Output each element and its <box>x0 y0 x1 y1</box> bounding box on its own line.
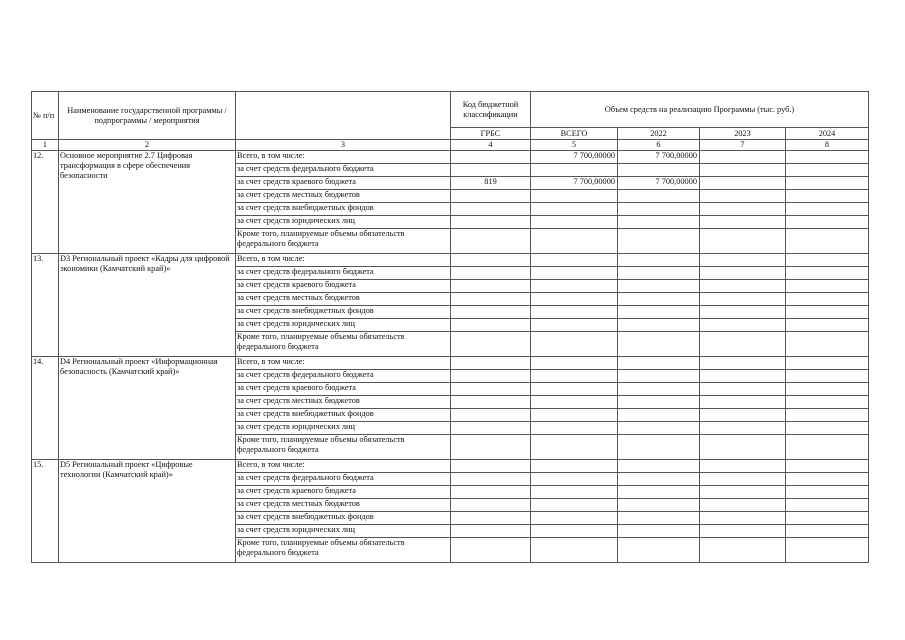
header-total: ВСЕГО <box>531 128 618 140</box>
year-2024-cell <box>786 460 869 473</box>
item-name: D5 Региональный проект «Цифровые технологии (Камчатский край)» <box>59 460 236 563</box>
total-cell <box>531 512 618 525</box>
grbs-cell <box>451 267 531 280</box>
year-2024-cell <box>786 267 869 280</box>
year-2024-cell <box>786 216 869 229</box>
year-2023-cell <box>700 422 786 435</box>
year-2024-cell <box>786 486 869 499</box>
year-2022-cell <box>618 293 700 306</box>
funding-source: Кроме того, планируемые объемы обязательств федерального бюджета <box>236 229 451 254</box>
header-code: Код бюджетной классификации <box>451 92 531 128</box>
year-2024-cell <box>786 280 869 293</box>
total-cell <box>531 203 618 216</box>
table-row <box>32 254 869 267</box>
year-2022-cell <box>618 332 700 357</box>
total-cell <box>531 383 618 396</box>
total-cell <box>531 280 618 293</box>
column-number: 3 <box>236 140 451 151</box>
year-2023-cell <box>700 396 786 409</box>
total-cell <box>531 190 618 203</box>
year-2022-cell <box>618 357 700 370</box>
grbs-cell <box>451 203 531 216</box>
year-2022-cell: 7 700,00000 <box>618 177 700 190</box>
grbs-cell <box>451 525 531 538</box>
year-2022-cell <box>618 499 700 512</box>
total-cell <box>531 293 618 306</box>
funding-source: Всего, в том числе: <box>236 357 451 370</box>
total-cell <box>531 267 618 280</box>
total-cell <box>531 229 618 254</box>
year-2023-cell <box>700 280 786 293</box>
year-2024-cell <box>786 306 869 319</box>
table-row <box>32 357 869 370</box>
table-row <box>32 460 869 473</box>
year-2024-cell <box>786 190 869 203</box>
column-number: 8 <box>786 140 869 151</box>
header-funds: Объем средств на реализацию Программы (тыс. руб.) <box>531 92 869 128</box>
year-2024-cell <box>786 422 869 435</box>
funding-source: Всего, в том числе: <box>236 254 451 267</box>
year-2022-cell <box>618 396 700 409</box>
funding-source: за счет средств федерального бюджета <box>236 370 451 383</box>
funding-source: за счет средств краевого бюджета <box>236 383 451 396</box>
table-row <box>32 151 869 164</box>
item-number: 14. <box>32 357 59 460</box>
year-2023-cell <box>700 164 786 177</box>
item-number: 12. <box>32 151 59 254</box>
total-cell <box>531 409 618 422</box>
year-2022-cell <box>618 254 700 267</box>
grbs-cell <box>451 396 531 409</box>
total-cell <box>531 435 618 460</box>
grbs-cell <box>451 151 531 164</box>
item-name: Основное мероприятие 2.7 Цифровая трансформация в сфере обеспечения безопасности <box>59 151 236 254</box>
year-2023-cell <box>700 435 786 460</box>
item-name: D4 Региональный проект «Информационная безопасность (Камчатский край)» <box>59 357 236 460</box>
funding-source: за счет средств юридических лиц <box>236 422 451 435</box>
funding-source: Кроме того, планируемые объемы обязательств федерального бюджета <box>236 332 451 357</box>
year-2023-cell <box>700 319 786 332</box>
year-2022-cell <box>618 216 700 229</box>
total-cell <box>531 538 618 563</box>
header-2023: 2023 <box>700 128 786 140</box>
funding-source: Всего, в том числе: <box>236 460 451 473</box>
total-cell: 7 700,00000 <box>531 151 618 164</box>
year-2023-cell <box>700 332 786 357</box>
funding-source: за счет средств местных бюджетов <box>236 396 451 409</box>
total-cell <box>531 254 618 267</box>
funding-source: за счет средств местных бюджетов <box>236 293 451 306</box>
year-2024-cell <box>786 370 869 383</box>
funding-source: за счет средств федерального бюджета <box>236 164 451 177</box>
year-2022-cell <box>618 409 700 422</box>
total-cell <box>531 306 618 319</box>
total-cell <box>531 319 618 332</box>
funding-source: за счет средств внебюджетных фондов <box>236 306 451 319</box>
grbs-cell <box>451 512 531 525</box>
year-2022-cell <box>618 435 700 460</box>
total-cell <box>531 473 618 486</box>
column-number: 4 <box>451 140 531 151</box>
total-cell <box>531 525 618 538</box>
year-2022-cell <box>618 383 700 396</box>
grbs-cell <box>451 435 531 460</box>
year-2024-cell <box>786 357 869 370</box>
total-cell <box>531 486 618 499</box>
total-cell <box>531 357 618 370</box>
funding-source: за счет средств местных бюджетов <box>236 190 451 203</box>
grbs-cell <box>451 306 531 319</box>
grbs-cell <box>451 499 531 512</box>
grbs-cell <box>451 190 531 203</box>
year-2024-cell <box>786 229 869 254</box>
year-2024-cell <box>786 203 869 216</box>
year-2023-cell <box>700 473 786 486</box>
column-number: 2 <box>59 140 236 151</box>
year-2022-cell <box>618 229 700 254</box>
year-2024-cell <box>786 538 869 563</box>
year-2023-cell <box>700 512 786 525</box>
year-2023-cell <box>700 370 786 383</box>
funding-source: за счет средств краевого бюджета <box>236 280 451 293</box>
year-2024-cell <box>786 396 869 409</box>
item-number: 13. <box>32 254 59 357</box>
grbs-cell <box>451 383 531 396</box>
total-cell <box>531 332 618 357</box>
year-2024-cell <box>786 499 869 512</box>
year-2023-cell <box>700 486 786 499</box>
year-2023-cell <box>700 383 786 396</box>
column-number: 1 <box>32 140 59 151</box>
year-2023-cell <box>700 151 786 164</box>
grbs-cell <box>451 409 531 422</box>
grbs-cell <box>451 229 531 254</box>
grbs-cell <box>451 357 531 370</box>
grbs-cell <box>451 460 531 473</box>
funding-source: за счет средств юридических лиц <box>236 216 451 229</box>
funding-source: за счет средств федерального бюджета <box>236 267 451 280</box>
year-2023-cell <box>700 499 786 512</box>
year-2024-cell <box>786 435 869 460</box>
funding-source: Кроме того, планируемые объемы обязательств федерального бюджета <box>236 538 451 563</box>
year-2024-cell <box>786 319 869 332</box>
grbs-cell <box>451 254 531 267</box>
year-2023-cell <box>700 177 786 190</box>
grbs-cell <box>451 473 531 486</box>
year-2023-cell <box>700 357 786 370</box>
year-2023-cell <box>700 229 786 254</box>
year-2024-cell <box>786 409 869 422</box>
grbs-cell <box>451 370 531 383</box>
year-2024-cell <box>786 164 869 177</box>
funding-source: за счет средств федерального бюджета <box>236 473 451 486</box>
total-cell <box>531 396 618 409</box>
year-2022-cell <box>618 267 700 280</box>
year-2023-cell <box>700 293 786 306</box>
funding-source: за счет средств внебюджетных фондов <box>236 203 451 216</box>
year-2024-cell <box>786 151 869 164</box>
year-2022-cell <box>618 280 700 293</box>
grbs-cell <box>451 216 531 229</box>
total-cell <box>531 499 618 512</box>
column-number: 6 <box>618 140 700 151</box>
funding-source: за счет средств местных бюджетов <box>236 499 451 512</box>
column-number: 5 <box>531 140 618 151</box>
grbs-cell: 819 <box>451 177 531 190</box>
year-2024-cell <box>786 525 869 538</box>
year-2022-cell <box>618 460 700 473</box>
year-2024-cell <box>786 512 869 525</box>
year-2022-cell <box>618 525 700 538</box>
year-2022-cell <box>618 203 700 216</box>
year-2024-cell <box>786 254 869 267</box>
total-cell: 7 700,00000 <box>531 177 618 190</box>
year-2022-cell <box>618 486 700 499</box>
total-cell <box>531 216 618 229</box>
header-source <box>236 92 451 140</box>
year-2022-cell <box>618 164 700 177</box>
header-name: Наименование государственной программы / подпрограммы / мероприятия <box>59 92 236 140</box>
budget-table <box>31 91 869 563</box>
item-number: 15. <box>32 460 59 563</box>
funding-source: за счет средств внебюджетных фондов <box>236 512 451 525</box>
header-num: № п/п <box>32 92 59 140</box>
year-2024-cell <box>786 332 869 357</box>
year-2024-cell <box>786 177 869 190</box>
year-2023-cell <box>700 267 786 280</box>
column-numbers-row <box>32 140 869 151</box>
year-2023-cell <box>700 538 786 563</box>
year-2022-cell <box>618 538 700 563</box>
year-2023-cell <box>700 306 786 319</box>
total-cell <box>531 460 618 473</box>
grbs-cell <box>451 332 531 357</box>
column-number: 7 <box>700 140 786 151</box>
funding-source: за счет средств краевого бюджета <box>236 177 451 190</box>
grbs-cell <box>451 293 531 306</box>
year-2023-cell <box>700 409 786 422</box>
funding-source: за счет средств юридических лиц <box>236 525 451 538</box>
year-2022-cell: 7 700,00000 <box>618 151 700 164</box>
item-name: D3 Региональный проект «Кадры для цифровой экономики (Камчатский край)» <box>59 254 236 357</box>
header-2022: 2022 <box>618 128 700 140</box>
grbs-cell <box>451 486 531 499</box>
header-grbs: ГРБС <box>451 128 531 140</box>
year-2024-cell <box>786 383 869 396</box>
header-2024: 2024 <box>786 128 869 140</box>
year-2023-cell <box>700 190 786 203</box>
funding-source: за счет средств краевого бюджета <box>236 486 451 499</box>
total-cell <box>531 422 618 435</box>
funding-source: за счет средств внебюджетных фондов <box>236 409 451 422</box>
funding-source: Всего, в том числе: <box>236 151 451 164</box>
year-2022-cell <box>618 422 700 435</box>
year-2022-cell <box>618 319 700 332</box>
funding-source: Кроме того, планируемые объемы обязательств федерального бюджета <box>236 435 451 460</box>
grbs-cell <box>451 538 531 563</box>
grbs-cell <box>451 422 531 435</box>
year-2022-cell <box>618 473 700 486</box>
grbs-cell <box>451 280 531 293</box>
year-2023-cell <box>700 525 786 538</box>
year-2024-cell <box>786 293 869 306</box>
funding-source: за счет средств юридических лиц <box>236 319 451 332</box>
year-2023-cell <box>700 254 786 267</box>
year-2022-cell <box>618 370 700 383</box>
total-cell <box>531 164 618 177</box>
year-2022-cell <box>618 190 700 203</box>
year-2023-cell <box>700 460 786 473</box>
grbs-cell <box>451 319 531 332</box>
year-2023-cell <box>700 216 786 229</box>
year-2022-cell <box>618 512 700 525</box>
year-2024-cell <box>786 473 869 486</box>
total-cell <box>531 370 618 383</box>
year-2023-cell <box>700 203 786 216</box>
grbs-cell <box>451 164 531 177</box>
year-2022-cell <box>618 306 700 319</box>
